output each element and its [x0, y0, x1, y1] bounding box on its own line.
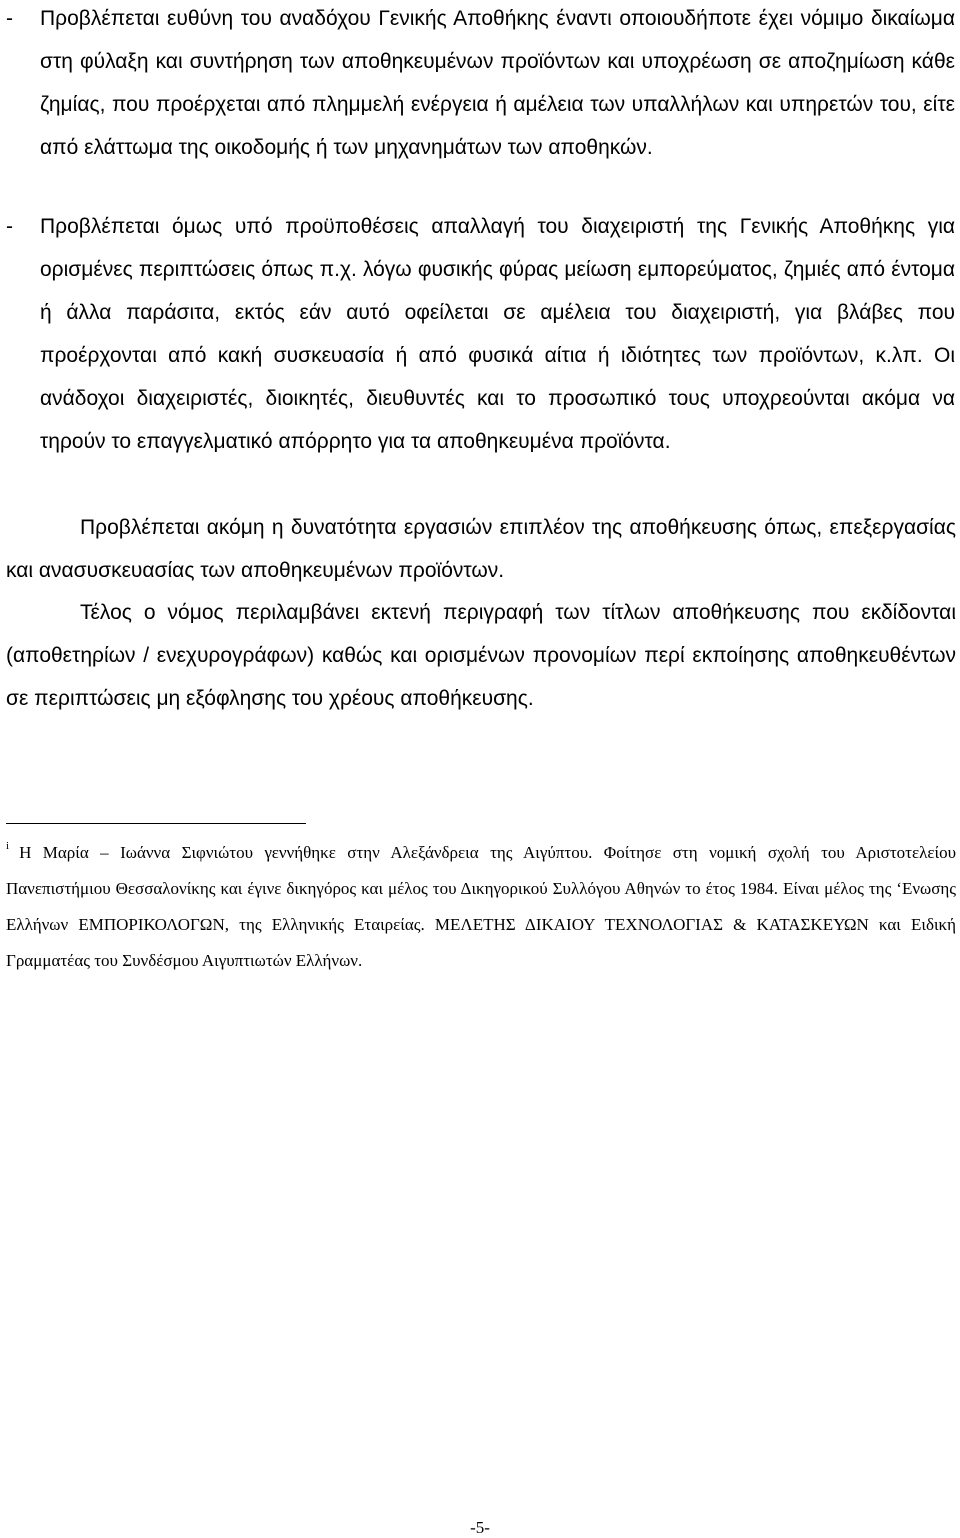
- bullet-text: Προβλέπεται ευθύνη του αναδόχου Γενικής Αποθήκης έναντι οποιουδήποτε έχει νόμιμο δικαίωμα στη φύλαξη και συντήρηση των αποθηκευμένων προϊόντων και υποχρέωση σε αποζημίωση κάθε ζημίας, που προέρχεται από πλημμελή ενέργεια ή αμέλεια των υπαλλήλων και υπηρετών του, είτε από ελάττωμα της οικοδομής ή των μηχανημάτων των αποθηκών.: [40, 7, 955, 159]
- bullet-item: [6, 0, 955, 169]
- footnote: [6, 828, 956, 979]
- body-paragraph: Προβλέπεται ακόμη η δυνατότητα εργασιών επιπλέον της αποθήκευσης όπως, επεξεργασίας και ανασυσκευασίας των αποθηκευμένων προϊόντων.: [6, 516, 956, 582]
- page-number: -5-: [470, 1518, 490, 1537]
- footnote-marker: i: [6, 840, 10, 852]
- body-paragraph: Τέλος ο νόμος περιλαμβάνει εκτενή περιγραφή των τίτλων αποθήκευσης που εκδίδονται (αποθετηρίων / ενεχυρογράφων) καθώς και ορισμένων προνομίων περί εκποίησης αποθηκευθέντων σε περιπτώσεις μη εξόφλησης του χρέους αποθήκευσης.: [6, 601, 956, 710]
- footnote-separator: [6, 823, 306, 824]
- bullet-item: [6, 205, 955, 463]
- bullet-marker: -: [6, 7, 13, 30]
- bullet-marker: -: [6, 215, 13, 238]
- footnote-text: Η Μαρία – Ιωάννα Σιφνιώτου γεννήθηκε στην Αλεξάνδρεια της Αιγύπτου. Φοίτησε στη νομική σχολή του Αριστοτελείου Πανεπιστήμιου Θεσσαλονίκης και έγινε δικηγόρος και μέλος του Δικηγορικού Συλλόγου Αθηνών το έτος 1984. Είναι μέλος της ‘Ενωσης Ελλήνων ΕΜΠΟΡΙΚΟΛΟΓΩΝ, της Ελληνικής Εταιρείας. ΜΕΛΕΤΗΣ ΔΙΚΑΙΟΥ ΤΕΧΝΟΛΟΓΙΑΣ & ΚΑΤΑΣΚΕΥΩΝ και Ειδική Γραμματέας του Συνδέσμου Αιγυπτιωτών Ελλήνων.: [6, 843, 956, 970]
- bullet-text: Προβλέπεται όμως υπό προϋποθέσεις απαλλαγή του διαχειριστή της Γενικής Αποθήκης για ορισμένες περιπτώσεις όπως π.χ. λόγω φυσικής φύρας μείωση εμπορεύματος, ζημιές από έντομα ή άλλα παράσιτα, εκτός εάν αυτό οφείλεται σε αμέλεια του διαχειριστή, για βλάβες που προέρχονται από κακή συσκευασία ή από φυσικά αίτια ή ιδιότητες των προϊόντων, κ.λπ. Οι ανάδοχοι διαχειριστές, διοικητές, διευθυντές και το προσωπικό τους υποχρεούνται ακόμα να τηρούν το επαγγελματικό απόρρητο για τα αποθηκευμένα προϊόντα.: [40, 215, 955, 453]
